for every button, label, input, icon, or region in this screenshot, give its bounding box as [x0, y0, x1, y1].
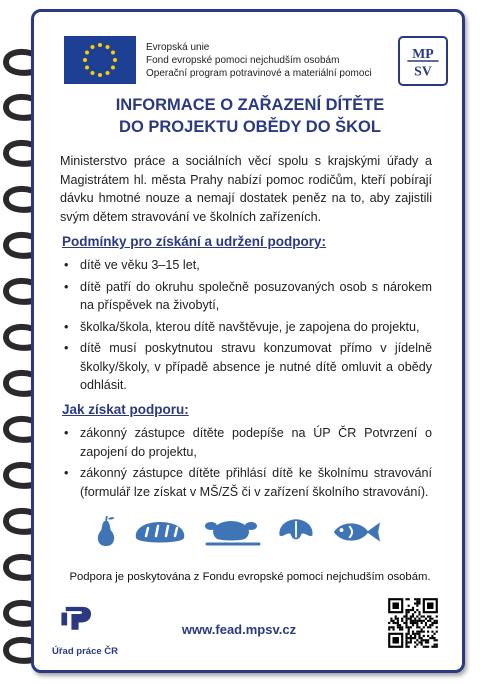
- qr-cell: [414, 635, 416, 637]
- croissant-icon: [276, 514, 316, 550]
- qr-cell: [431, 646, 433, 648]
- qr-cell: [414, 641, 416, 643]
- qr-cell: [418, 633, 420, 635]
- qr-cell: [418, 635, 420, 637]
- qr-cell: [436, 615, 438, 617]
- intro-paragraph: Ministerstvo práce a sociálních věcí spolu s krajskými úřady a Magistrátem hl. města Prahy nabízí pomoc rodičům, kteří pobírají dávku hmotné nouze a nemají dostatek peněz na to, aby zajistili svým dětem stravování ve školních zařízeních.: [60, 154, 432, 224]
- qr-cell: [405, 613, 407, 615]
- qr-cell: [405, 646, 407, 648]
- qr-cell: [427, 646, 429, 648]
- qr-cell: [408, 609, 410, 611]
- qr-cell: [410, 626, 412, 628]
- qr-cell: [414, 620, 416, 622]
- qr-code: [386, 596, 440, 650]
- qr-cell: [397, 618, 399, 620]
- qr-cell: [412, 622, 414, 624]
- qr-cell: [431, 622, 433, 624]
- eu-star: [98, 73, 102, 77]
- eu-line-2: Fond evropské pomoci nejchudším osobám: [146, 55, 340, 66]
- qr-cell: [421, 637, 423, 639]
- qr-cell: [395, 618, 397, 620]
- qr-cell: [405, 641, 407, 643]
- qr-cell: [429, 615, 431, 617]
- qr-cell: [427, 641, 429, 643]
- qr-cell: [418, 620, 420, 622]
- qr-cell: [436, 631, 438, 633]
- qr-cell: [405, 598, 407, 600]
- qr-cell: [416, 624, 418, 626]
- qr-cell: [431, 635, 433, 637]
- qr-cell: [405, 615, 407, 617]
- qr-finder: [392, 637, 398, 643]
- qr-cell: [408, 618, 410, 620]
- eu-star: [98, 43, 102, 47]
- qr-cell: [436, 626, 438, 628]
- qr-cell: [414, 602, 416, 604]
- qr-cell: [431, 624, 433, 626]
- qr-cell: [412, 633, 414, 635]
- qr-cell: [434, 646, 436, 648]
- qr-cell: [414, 646, 416, 648]
- qr-cell: [431, 618, 433, 620]
- eu-star: [85, 51, 89, 55]
- qr-cell: [418, 626, 420, 628]
- fish-icon: [328, 514, 382, 550]
- qr-cell: [427, 626, 429, 628]
- qr-cell: [429, 626, 431, 628]
- qr-cell: [412, 615, 414, 617]
- qr-cell: [423, 620, 425, 622]
- qr-cell: [408, 641, 410, 643]
- qr-cell: [405, 637, 407, 639]
- conditions-list: [60, 256, 432, 398]
- qr-cell: [403, 622, 405, 624]
- eu-star: [91, 71, 95, 75]
- list-item: • dítě musí poskytnutou stravu konzumovat přímo v jídelně školky/školy, v případě absence je nutné dítě omluvit a obědy odhlásit.: [64, 341, 432, 392]
- qr-cell: [427, 631, 429, 633]
- title-line-1: INFORMACE O ZAŘAZENÍ DÍTĚTE: [115, 96, 385, 114]
- qr-cell: [416, 605, 418, 607]
- qr-cell: [434, 637, 436, 639]
- eu-star: [106, 45, 110, 49]
- bread-icon: [132, 514, 188, 550]
- qr-cell: [434, 644, 436, 646]
- qr-cell: [405, 635, 407, 637]
- eu-star: [83, 58, 87, 62]
- list-item: • dítě ve věku 3–15 let,: [64, 258, 200, 272]
- qr-cell: [408, 598, 410, 600]
- qr-cell: [434, 620, 436, 622]
- mpsv-logo-bottom: SV: [414, 63, 432, 79]
- qr-cell: [412, 609, 414, 611]
- list-item: • zákonný zástupce dítěte přihlásí dítě ke školnímu stravování (formulář lze získat v MŠ/ZŠ či v zařízení školního stravování).: [64, 466, 432, 499]
- qr-cell: [421, 620, 423, 622]
- mpsv-logo-top: MP: [412, 46, 434, 62]
- qr-cell: [431, 631, 433, 633]
- qr-cell: [427, 615, 429, 617]
- eu-program-text: [146, 41, 372, 80]
- qr-cell: [421, 622, 423, 624]
- eu-star: [111, 51, 115, 55]
- qr-cell: [403, 615, 405, 617]
- qr-cell: [405, 626, 407, 628]
- qr-cell: [397, 620, 399, 622]
- qr-cell: [416, 609, 418, 611]
- qr-cell: [423, 646, 425, 648]
- qr-cell: [416, 626, 418, 628]
- qr-cell: [410, 609, 412, 611]
- eu-star: [111, 66, 115, 70]
- qr-cell: [412, 631, 414, 633]
- mpsv-logo: [398, 36, 448, 86]
- qr-cell: [390, 620, 392, 622]
- qr-cell: [392, 620, 394, 622]
- qr-cell: [388, 622, 390, 624]
- qr-cell: [388, 626, 390, 628]
- eu-line-1: Evropská unie: [146, 42, 210, 53]
- list-item: • školka/škola, kterou dítě navštěvuje, je zapojena do projektu,: [64, 319, 420, 334]
- qr-cell: [408, 637, 410, 639]
- qr-cell: [416, 620, 418, 622]
- qr-cell: [410, 622, 412, 624]
- qr-cell: [436, 622, 438, 624]
- qr-cell: [416, 598, 418, 600]
- qr-cell: [434, 633, 436, 635]
- qr-cell: [416, 622, 418, 624]
- qr-cell: [423, 635, 425, 637]
- qr-cell: [423, 626, 425, 628]
- qr-cell: [405, 609, 407, 611]
- qr-cell: [405, 620, 407, 622]
- qr-cell: [405, 618, 407, 620]
- qr-cell: [401, 620, 403, 622]
- qr-cell: [421, 639, 423, 641]
- qr-cell: [427, 635, 429, 637]
- qr-cell: [412, 620, 414, 622]
- qr-cell: [412, 624, 414, 626]
- qr-cell: [416, 644, 418, 646]
- qr-cell: [436, 646, 438, 648]
- list-item: • zákonný zástupce dítěte podepíše na ÚP ČR Potvrzení o zapojení do projektu,: [64, 426, 432, 459]
- qr-cell: [408, 646, 410, 648]
- qr-cell: [416, 600, 418, 602]
- qr-cell: [414, 633, 416, 635]
- qr-cell: [423, 615, 425, 617]
- qr-cell: [427, 639, 429, 641]
- qr-cell: [421, 641, 423, 643]
- qr-cell: [405, 644, 407, 646]
- qr-cell: [395, 615, 397, 617]
- qr-cell: [408, 611, 410, 613]
- qr-cell: [425, 624, 427, 626]
- qr-cell: [418, 600, 420, 602]
- qr-cell: [410, 615, 412, 617]
- eu-flag-icon: [64, 36, 136, 84]
- qr-finder: [427, 602, 433, 608]
- eu-star: [85, 66, 89, 70]
- qr-cell: [423, 639, 425, 641]
- qr-cell: [416, 631, 418, 633]
- qr-cell: [401, 618, 403, 620]
- funding-note: Podpora je poskytována z Fondu evropské pomoci nejchudším osobám.: [69, 571, 431, 583]
- qr-cell: [421, 631, 423, 633]
- qr-cell: [436, 644, 438, 646]
- qr-cell: [410, 639, 412, 641]
- eu-star: [113, 58, 117, 62]
- qr-cell: [408, 626, 410, 628]
- qr-cell: [412, 637, 414, 639]
- qr-cell: [410, 641, 412, 643]
- qr-cell: [395, 622, 397, 624]
- qr-cell: [421, 628, 423, 630]
- qr-cell: [418, 641, 420, 643]
- website-link[interactable]: www.fead.mpsv.cz: [181, 622, 297, 637]
- qr-cell: [399, 624, 401, 626]
- how-to-list: [60, 424, 432, 504]
- qr-cell: [425, 641, 427, 643]
- conditions-heading: Podmínky pro získání a udržení podpory:: [62, 234, 327, 249]
- qr-cell: [414, 618, 416, 620]
- qr-cell: [392, 626, 394, 628]
- qr-cell: [390, 618, 392, 620]
- qr-cell: [421, 615, 423, 617]
- urad-prace-label: Úřad práce ČR: [52, 646, 118, 657]
- qr-cell: [418, 611, 420, 613]
- qr-cell: [436, 639, 438, 641]
- qr-cell: [408, 605, 410, 607]
- qr-cell: [423, 631, 425, 633]
- qr-cell: [412, 607, 414, 609]
- qr-cell: [418, 637, 420, 639]
- roast-chicken-icon: [203, 514, 263, 550]
- qr-cell: [408, 631, 410, 633]
- qr-cell: [416, 615, 418, 617]
- qr-cell: [397, 626, 399, 628]
- qr-cell: [418, 613, 420, 615]
- qr-cell: [418, 618, 420, 620]
- qr-cell: [390, 626, 392, 628]
- qr-cell: [414, 622, 416, 624]
- qr-cell: [405, 624, 407, 626]
- qr-cell: [429, 620, 431, 622]
- title-line-2: DO PROJEKTU OBĚDY DO ŠKOL: [119, 118, 381, 136]
- qr-cell: [421, 644, 423, 646]
- qr-cell: [416, 633, 418, 635]
- eu-star: [91, 45, 95, 49]
- qr-finder: [392, 602, 398, 608]
- qr-cell: [416, 639, 418, 641]
- qr-cell: [410, 620, 412, 622]
- qr-cell: [418, 598, 420, 600]
- qr-cell: [429, 637, 431, 639]
- qr-cell: [401, 626, 403, 628]
- qr-cell: [418, 631, 420, 633]
- qr-cell: [399, 628, 401, 630]
- page-title: [40, 94, 460, 138]
- qr-cell: [418, 602, 420, 604]
- qr-cell: [434, 639, 436, 641]
- how-to-heading: Jak získat podporu:: [62, 402, 189, 417]
- qr-cell: [408, 633, 410, 635]
- qr-cell: [425, 639, 427, 641]
- qr-cell: [410, 637, 412, 639]
- qr-cell: [397, 622, 399, 624]
- qr-cell: [436, 620, 438, 622]
- eu-star: [106, 71, 110, 75]
- qr-cell: [427, 620, 429, 622]
- qr-cell: [414, 637, 416, 639]
- qr-cell: [434, 622, 436, 624]
- eu-header: [64, 33, 464, 95]
- qr-cell: [425, 618, 427, 620]
- qr-cell: [410, 635, 412, 637]
- qr-cell: [425, 622, 427, 624]
- qr-cell: [401, 628, 403, 630]
- qr-cell: [414, 598, 416, 600]
- qr-cell: [429, 624, 431, 626]
- list-item: • dítě patří do okruhu společně posuzovaných osob s nárokem na příspěvek na živobytí,: [64, 279, 432, 312]
- qr-cell: [397, 624, 399, 626]
- qr-cell: [392, 628, 394, 630]
- qr-cell: [416, 602, 418, 604]
- qr-cell: [408, 628, 410, 630]
- urad-prace-logo: [52, 604, 108, 644]
- qr-cell: [429, 618, 431, 620]
- qr-cell: [405, 611, 407, 613]
- qr-cell: [431, 637, 433, 639]
- qr-cell: [425, 646, 427, 648]
- qr-cell: [414, 611, 416, 613]
- qr-cell: [405, 633, 407, 635]
- qr-cell: [412, 613, 414, 615]
- qr-cell: [410, 618, 412, 620]
- qr-cell: [399, 626, 401, 628]
- eu-line-3: Operační program potravinové a materiální pomoci: [146, 68, 372, 79]
- qr-cell: [392, 622, 394, 624]
- qr-cell: [405, 622, 407, 624]
- qr-cell: [405, 639, 407, 641]
- qr-cell: [388, 628, 390, 630]
- pear-icon: [92, 514, 120, 550]
